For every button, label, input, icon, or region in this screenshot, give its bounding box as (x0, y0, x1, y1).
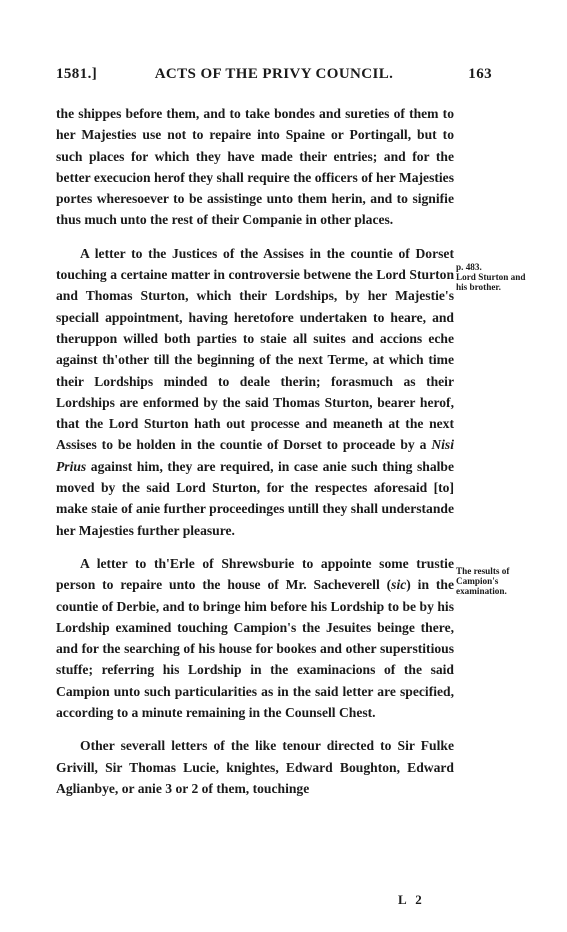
paragraph-text: A letter to the Justices of the Assises in the countie of Dorset touching a certaine matter in controversie betwene the Lord Sturton and Thomas Sturton, which their Lordships, by her Majestie's speciall appointment, having heretofore undertaken to heare, and theruppon willed both parties to staie all suites and accions eche against th'other till the beginning of the next Terme, at which time their Lordships minded to deale therin; forasmuch as their Lordships are enformed by the said Thomas Sturton, bearer herof, that the Lord Sturton hath out processe and meaneth at the next Assises to be holden in the countie of Dorset to proceade by a (56, 245, 454, 453)
header-year: 1581.] (56, 66, 98, 82)
italic-sic: sic (391, 577, 407, 593)
header-title: ACTS OF THE PRIVY COUNCIL. (154, 66, 394, 82)
paragraph-text: ) in the countie of Derbie, and to bringe him before his Lordship to be by his Lordship examined touching Campion's the Jesuites beinge there, and for the searching of his house for bookes and other superstitious stuffe; referring his Lordship in the examinacions of the said Campion unto such particularities as in the said letter are specified, according to a minute remaining in the Counsell Chest. (56, 577, 455, 721)
italic-phrase: Nisi Prius (56, 437, 454, 474)
margin-note-sturton (456, 262, 532, 292)
margin-note-text: The results of Campion's examination. (456, 566, 510, 596)
margin-page-ref: p. 483. (456, 262, 482, 272)
paragraph-dorset-letter (56, 243, 454, 541)
main-text (56, 103, 454, 811)
page-number: 163 (468, 66, 492, 82)
paragraph-text: against him, they are required, in case anie such thing shalbe moved by the said Lord Sturton, for the respectes aforesaid [to] make staie of anie further proceedinges untill they shall understande her Majesties further pleasure. (56, 458, 454, 538)
paragraph-continuation: the shippes before them, and to take bondes and sureties of them to her Majesties use not to repaire into Spaine or Portingall, but to such places for which they have made their entries; and for the better execucion herof they shall require the officers of her Majesties portes wheresoever to be assistinge unto them herin, and to signifie thus much unto the rest of their Companie in other places. (56, 106, 454, 228)
running-header (56, 66, 492, 90)
signature-mark: L 2 (398, 892, 425, 907)
margin-note-campion (456, 566, 532, 596)
margin-note-text: Lord Sturton and his brother. (456, 272, 526, 292)
paragraph-other-letters: Other severall letters of the like tenour directed to Sir Fulke Grivill, Sir Thomas Lucie, knightes, Edward Boughton, Edward Aglianbye, or anie 3 or 2 of them, touchinge (56, 738, 454, 796)
paragraph-text: A letter to th'Erle of Shrewsburie to appointe some trustie person to repaire unto the house of Mr. Sacheverell ( (56, 555, 454, 593)
paragraph-shrewsbury-letter (56, 553, 454, 723)
